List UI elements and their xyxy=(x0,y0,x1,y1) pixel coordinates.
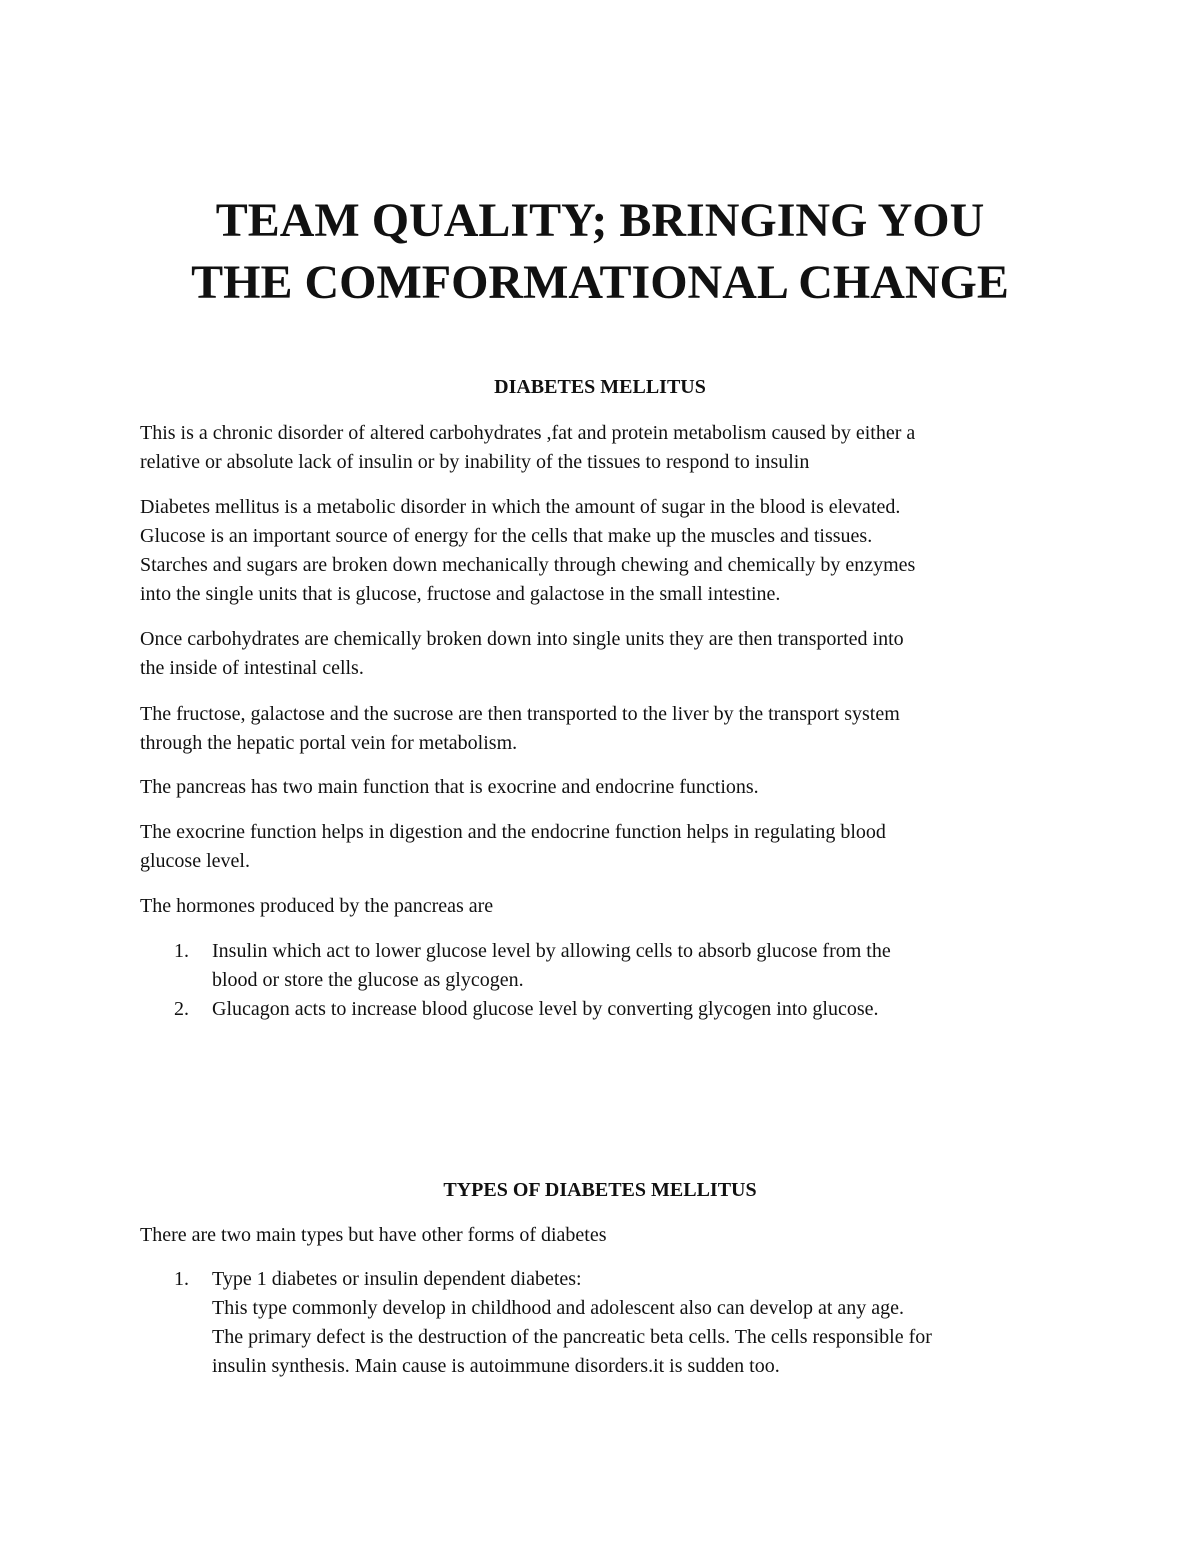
hormones-list xyxy=(140,937,1070,1024)
text-line: The fructose, galactose and the sucrose are then transported to the liver by the transport system xyxy=(140,703,900,725)
paragraph-definition xyxy=(140,419,1070,477)
list-item xyxy=(140,995,1070,1024)
text-line: through the hepatic portal vein for metabolism. xyxy=(140,732,518,754)
text-line: Type 1 diabetes or insulin dependent diabetes: xyxy=(212,1268,582,1290)
text-line: Starches and sugars are broken down mechanically through chewing and chemically by enzymes xyxy=(140,554,916,576)
text-line: into the single units that is glucose, fructose and galactose in the small intestine. xyxy=(140,583,781,605)
text-line: blood or store the glucose as glycogen. xyxy=(212,969,524,991)
paragraph-transport xyxy=(140,700,1070,758)
text-line: The pancreas has two main function that is exocrine and endocrine functions. xyxy=(140,776,759,798)
paragraph-hormones-intro xyxy=(140,892,1070,921)
paragraph-pancreas-function xyxy=(140,773,1070,802)
text-line: Diabetes mellitus is a metabolic disorder in which the amount of sugar in the blood is elevated. xyxy=(140,496,901,518)
text-line: Insulin which act to lower glucose level by allowing cells to absorb glucose from the xyxy=(212,940,891,962)
list-item xyxy=(140,1265,1070,1381)
title-line: TEAM QUALITY; BRINGING YOU xyxy=(215,194,985,247)
text-line: relative or absolute lack of insulin or by inability of the tissues to respond to insulin xyxy=(140,451,810,473)
text-line: Glucagon acts to increase blood glucose level by converting glycogen into glucose. xyxy=(212,998,879,1020)
section-heading-types: TYPES OF DIABETES MELLITUS xyxy=(443,1179,757,1201)
text-line: the inside of intestinal cells. xyxy=(140,657,364,679)
list-number: 2. xyxy=(174,998,189,1020)
text-line: The exocrine function helps in digestion and the endocrine function helps in regulating blood xyxy=(140,821,886,843)
text-line: The primary defect is the destruction of the pancreatic beta cells. The cells responsible for xyxy=(212,1326,932,1348)
paragraph-types-intro xyxy=(140,1221,1070,1250)
text-line: insulin synthesis. Main cause is autoimmune disorders.it is sudden too. xyxy=(212,1355,780,1377)
text-line: glucose level. xyxy=(140,850,250,872)
text-line: Once carbohydrates are chemically broken down into single units they are then transported into xyxy=(140,628,904,650)
document-title xyxy=(140,190,1060,314)
paragraph-metabolic-disorder xyxy=(140,493,1070,609)
paragraph-exocrine-endocrine xyxy=(140,818,1070,876)
title-line: THE COMFORMATIONAL CHANGE xyxy=(191,256,1009,309)
types-list xyxy=(140,1265,1070,1381)
list-number: 1. xyxy=(174,940,189,962)
text-line: Glucose is an important source of energy for the cells that make up the muscles and tissues. xyxy=(140,525,873,547)
list-item xyxy=(140,937,1070,995)
text-line: The hormones produced by the pancreas are xyxy=(140,895,494,917)
paragraph-carbohydrates xyxy=(140,625,1070,683)
text-line: This type commonly develop in childhood and adolescent also can develop at any age. xyxy=(212,1297,905,1319)
text-line: There are two main types but have other forms of diabetes xyxy=(140,1224,607,1246)
text-line: This is a chronic disorder of altered carbohydrates ,fat and protein metabolism caused by either a xyxy=(140,422,916,444)
section-heading-diabetes-mellitus: DIABETES MELLITUS xyxy=(494,376,706,398)
list-number: 1. xyxy=(174,1268,189,1290)
